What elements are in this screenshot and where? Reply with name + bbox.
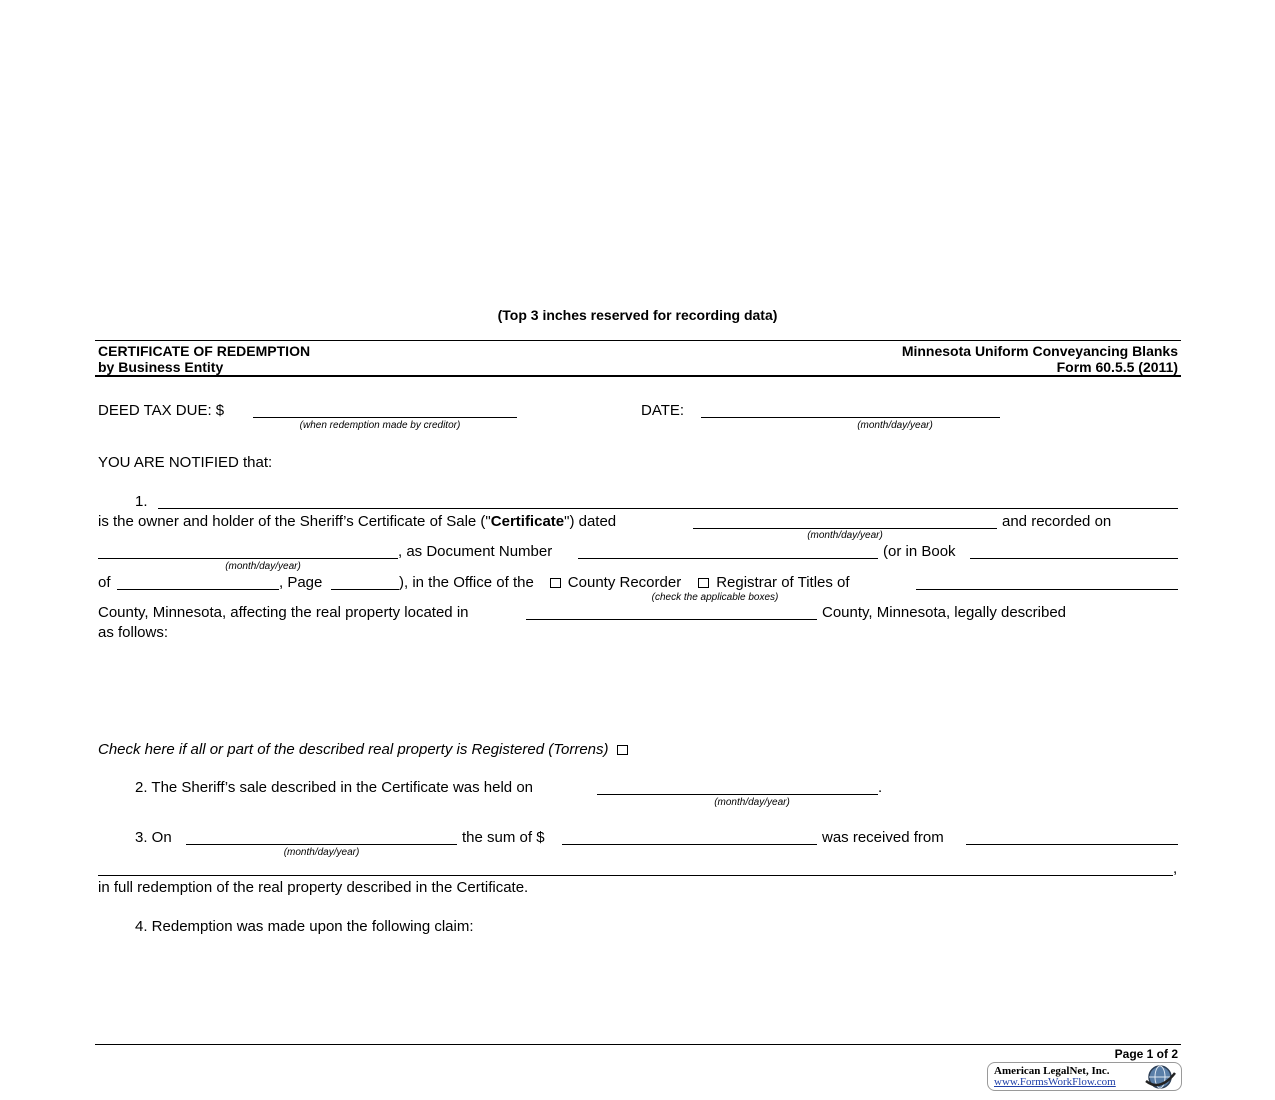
page-label: , Page	[279, 574, 323, 591]
sale-date-period: .	[878, 779, 883, 796]
certificate-date-caption: (month/day/year)	[807, 530, 883, 541]
county-recorder-label: County Recorder	[567, 574, 682, 591]
sum-field[interactable]	[562, 829, 817, 845]
paragraph-4-text: 4. Redemption was made upon the following claim:	[135, 918, 474, 935]
registrar-county-field[interactable]	[916, 574, 1178, 590]
torrens-checkbox[interactable]	[617, 745, 628, 755]
recorded-date-caption: (month/day/year)	[225, 561, 301, 572]
date-field[interactable]	[701, 402, 1000, 418]
torrens-text: Check here if all or part of the described real property is Registered (Torrens)	[98, 741, 609, 758]
certificate-term: Certificate	[490, 513, 565, 530]
logo-website-link[interactable]: www.FormsWorkFlow.com	[994, 1076, 1116, 1088]
book-label: (or in Book	[883, 543, 956, 560]
county-recorder-checkbox[interactable]	[550, 578, 561, 588]
as-follows-label: as follows:	[98, 624, 169, 641]
form-subtitle: by Business Entity	[98, 359, 224, 375]
received-from-label: was received from	[822, 829, 944, 846]
torrens-line	[98, 741, 635, 759]
sum-label: the sum of $	[462, 829, 545, 846]
paragraph-1-number: 1.	[135, 493, 148, 510]
publisher-logo[interactable]	[987, 1062, 1182, 1091]
header-bottom-rule	[95, 375, 1181, 377]
p1-line2-part-a: is the owner and holder of the Sheriff’s Certificate of Sale ("	[98, 513, 491, 530]
p1-line5-text: County, Minnesota, affecting the real property located in	[98, 604, 469, 621]
owner-name-field[interactable]	[158, 493, 1178, 509]
document-number-field[interactable]	[578, 543, 878, 559]
office-label	[399, 574, 850, 592]
property-county-field[interactable]	[526, 604, 817, 620]
publisher-name: Minnesota Uniform Conveyancing Blanks	[901, 343, 1178, 359]
registrar-checkbox[interactable]	[698, 578, 709, 588]
deed-tax-label: DEED TAX DUE: $	[98, 402, 225, 419]
certificate-date-field[interactable]	[693, 513, 997, 529]
of-label: of	[98, 574, 111, 591]
redemption-date-field[interactable]	[186, 829, 457, 845]
reserved-note: (Top 3 inches reserved for recording data)	[497, 307, 778, 323]
received-from-field[interactable]	[966, 829, 1178, 845]
recorded-date-field[interactable]	[98, 543, 398, 559]
logo-company-name: American LegalNet, Inc.	[994, 1065, 1110, 1077]
globe-icon	[1142, 1064, 1178, 1090]
page-field[interactable]	[331, 574, 399, 590]
sale-date-caption: (month/day/year)	[714, 797, 790, 808]
received-from-comma: ,	[1173, 860, 1178, 877]
paragraph-2-text: 2. The Sheriff’s sale described in the Certificate was held on	[135, 779, 533, 796]
paragraph-3-on: 3. On	[135, 829, 172, 846]
page-number: Page 1 of 2	[1114, 1047, 1178, 1061]
legally-described-label: County, Minnesota, legally described	[822, 604, 1067, 621]
book-field[interactable]	[970, 543, 1178, 559]
document-number-label: , as Document Number	[398, 543, 553, 560]
date-label: DATE:	[641, 402, 685, 419]
office-text: ), in the Office of the	[399, 574, 534, 591]
recorded-on-label: and recorded on	[1002, 513, 1112, 530]
date-caption: (month/day/year)	[857, 420, 933, 431]
paragraph-3-conclusion: in full redemption of the real property described in the Certificate.	[98, 879, 529, 896]
header-top-rule	[95, 340, 1181, 341]
p1-line2-part-b: ") dated	[564, 513, 617, 530]
redemption-date-caption: (month/day/year)	[283, 847, 360, 858]
form-title: CERTIFICATE OF REDEMPTION	[98, 343, 311, 359]
book-number-field[interactable]	[117, 574, 279, 590]
sale-date-field[interactable]	[597, 779, 878, 795]
deed-tax-caption: (when redemption made by creditor)	[299, 420, 461, 431]
form-number: Form 60.5.5 (2011)	[1056, 359, 1178, 375]
footer-rule	[95, 1044, 1181, 1045]
received-from-field-continued[interactable]	[98, 860, 1173, 876]
p1-line2-text	[98, 513, 616, 531]
notified-heading: YOU ARE NOTIFIED that:	[98, 454, 273, 471]
check-boxes-caption: (check the applicable boxes)	[651, 592, 779, 603]
deed-tax-field[interactable]	[253, 402, 517, 418]
registrar-label: Registrar of Titles of	[716, 574, 850, 591]
